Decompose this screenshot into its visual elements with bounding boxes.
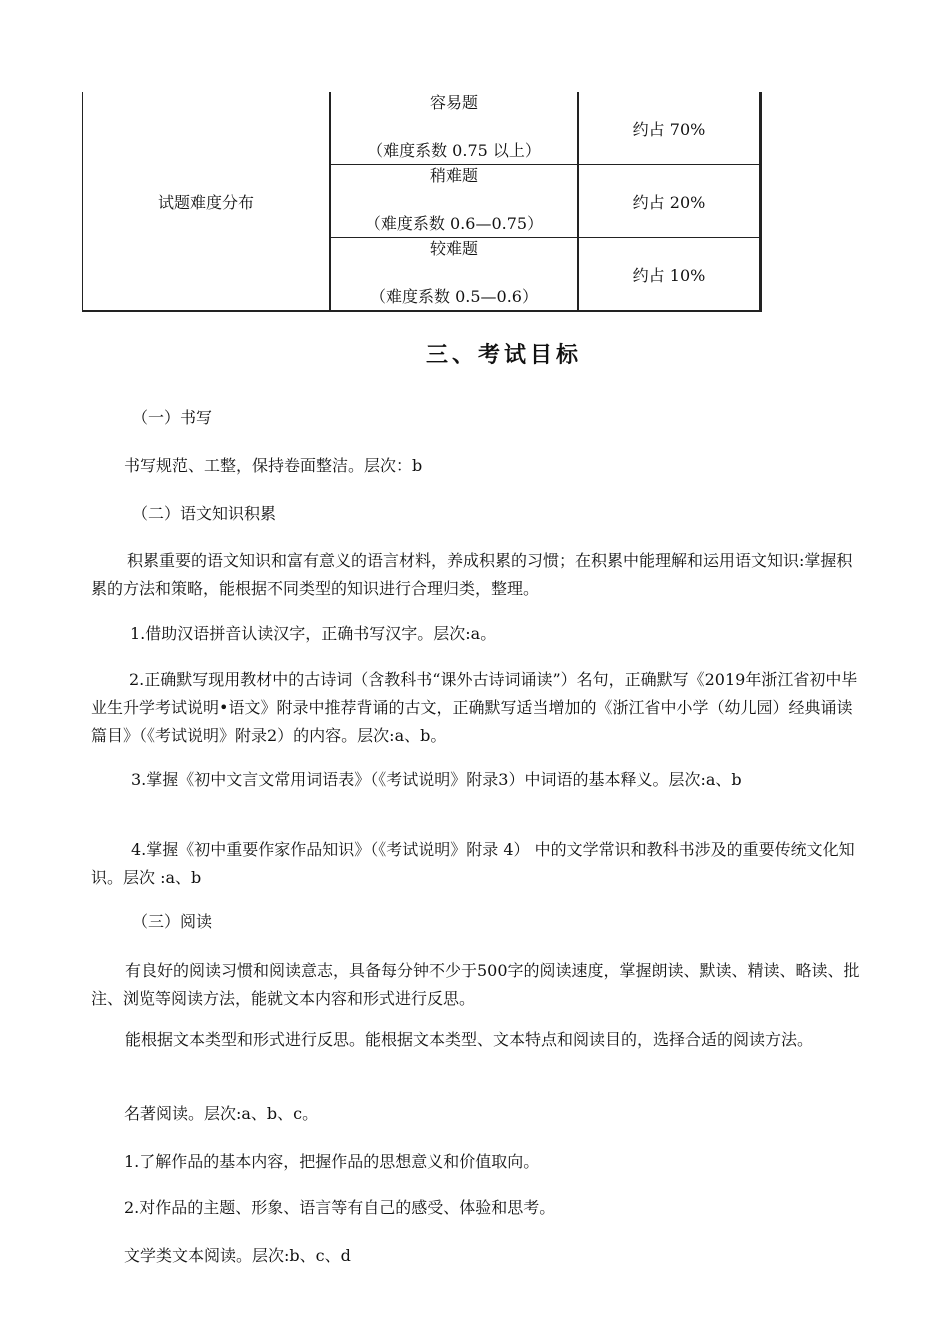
- share-value: 约占 20%: [632, 192, 706, 212]
- share-cell: [578, 92, 761, 165]
- subheading-reading: （三）阅读: [132, 912, 213, 931]
- list-item: 2.正确默写现用教材中的古诗词（含教科书“课外古诗词诵读”）名句，正确默写《2019年浙江省初中毕业生升学考试说明•语文》附录中推荐背诵的古文，正确默写适当增加的《浙江省中小学（幼儿园）经典诵读篇目》（《考试说明》附录2）的内容。层次:a、b。: [91, 670, 858, 745]
- list-item: 2.对作品的主题、形象、语言等有自己的感受、体验和思考。: [124, 1198, 556, 1217]
- paragraph: 名著阅读。层次:a、b、c。: [124, 1104, 319, 1123]
- subheading-knowledge: （二）语文知识积累: [132, 504, 277, 523]
- paragraph: 积累重要的语文知识和富有意义的语言材料，养成积累的习惯；在积累中能理解和运用语文知识:掌握积累的方法和策略，能根据不同类型的知识进行合理归类，整理。: [91, 551, 853, 598]
- subheading-writing: （一）书写: [132, 408, 213, 427]
- level-name: 稍难题: [429, 166, 478, 185]
- level-coefficient: （难度系数 0.6—0.75）: [364, 214, 544, 233]
- list-item: 1.了解作品的基本内容，把握作品的思想意义和价值取向。: [124, 1152, 540, 1171]
- difficulty-distribution-table: [82, 92, 762, 312]
- share-cell: [578, 165, 761, 238]
- list-item: 1.借助汉语拼音认读汉字，正确书写汉字。层次:a。: [130, 624, 497, 643]
- level-name: 容易题: [429, 93, 478, 112]
- section-title: 三、考试目标: [425, 342, 582, 368]
- paragraph: 有良好的阅读习惯和阅读意志，具备每分钟不少于500字的阅读速度，掌握朗读、默读、精读、略读、批注、浏览等阅读方法，能就文本内容和形式进行反思。: [91, 961, 860, 1008]
- share-cell: [578, 238, 761, 312]
- share-value: 约占 10%: [632, 265, 706, 285]
- level-coefficient: （难度系数 0.75 以上）: [367, 141, 541, 160]
- share-value: 约占 70%: [632, 119, 706, 139]
- difficulty-level-cell: [330, 92, 578, 165]
- paragraph: 书写规范、工整，保持卷面整洁。层次：b: [124, 456, 423, 475]
- difficulty-level-cell: [330, 165, 578, 238]
- list-item: 4.掌握《初中重要作家作品知识》（《考试说明》附录 4） 中的文学常识和教科书涉及的重要传统文化知识。层次 :a、b: [91, 840, 855, 887]
- table-row: [83, 92, 761, 165]
- row-header-label: 试题难度分布: [157, 192, 254, 212]
- level-coefficient: （难度系数 0.5—0.6）: [370, 287, 538, 306]
- row-header-cell: [83, 92, 331, 311]
- paragraph: 文学类文本阅读。层次:b、c、d: [124, 1246, 351, 1265]
- list-item: 3.掌握《初中文言文常用词语表》（《考试说明》附录3）中词语的基本释义。层次:a、b: [131, 770, 742, 789]
- difficulty-level-cell: [330, 238, 578, 312]
- level-name: 较难题: [429, 239, 478, 258]
- paragraph: 能根据文本类型和形式进行反思。能根据文本类型、文本特点和阅读目的，选择合适的阅读方法。: [125, 1030, 814, 1049]
